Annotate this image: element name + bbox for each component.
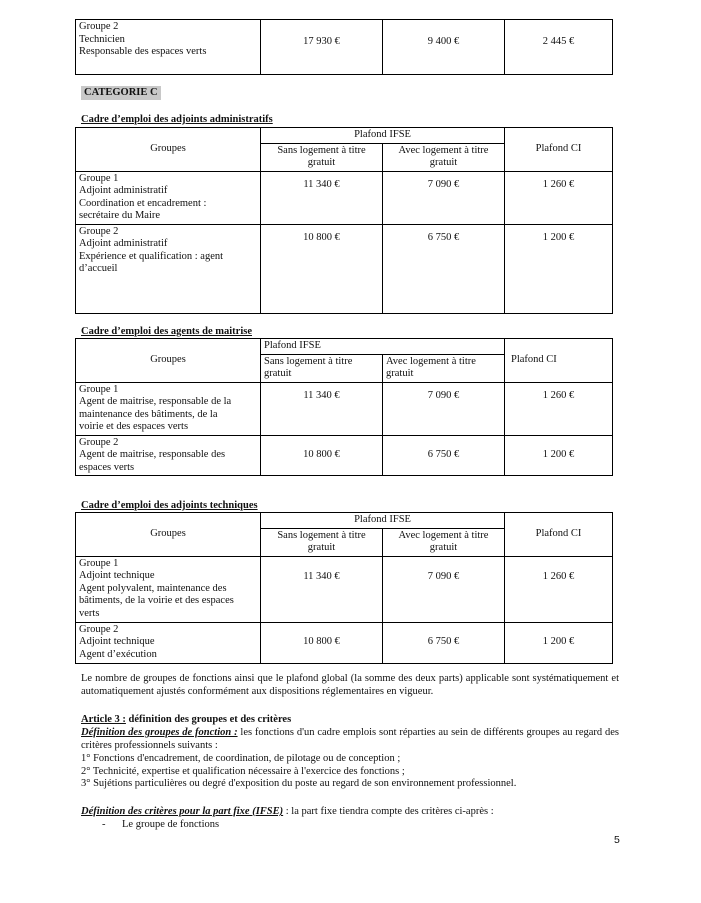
header-avec-logement (383, 354, 505, 382)
group-line: Agent de maitrise, responsable des (79, 449, 226, 460)
group-cell (76, 556, 261, 622)
header-plafond-ifse: Plafond IFSE (261, 339, 505, 355)
group-line: Technicien (79, 33, 125, 45)
group-line: Groupe 1 (79, 172, 119, 184)
ifse-sans-value: 11 340 € (261, 382, 383, 435)
ci-value: 1 200 € (505, 435, 613, 476)
header-avec-logement (383, 528, 505, 556)
table1-title: Cadre d’emploi des adjoints administratifs (81, 114, 273, 125)
group-line: Adjoint technique (79, 570, 155, 581)
group-line: espaces verts (79, 461, 135, 473)
criteria-item: 2° Technicité, expertise et qualification nécessaire à l'exercice des fonctions ; (81, 765, 405, 777)
article3-title: définition des groupes et des critères (125, 714, 292, 725)
header-plafond-ci: Plafond CI (505, 339, 613, 383)
ci-value: 1 200 € (505, 224, 613, 313)
group-line: Coordination et encadrement : (79, 197, 207, 209)
header-line: Avec logement à titre (398, 144, 489, 156)
ifse-avec-value: 7 090 € (383, 556, 505, 622)
top-table (75, 19, 613, 75)
header-plafond-ci: Plafond CI (505, 128, 613, 172)
criteria-item: 1° Fonctions d'encadrement, de coordination, de pilotage ou de conception ; (81, 753, 401, 764)
ci-value: 1 260 € (505, 382, 613, 435)
ifse-avec-value: 7 090 € (383, 171, 505, 224)
article3-heading (81, 714, 619, 727)
header-avec-logement (383, 143, 505, 171)
bullet-item (102, 819, 220, 832)
ifse-avec-value: 6 750 € (383, 224, 505, 313)
group-cell (76, 435, 261, 476)
ifse-sans-value: 10 800 € (261, 224, 383, 313)
ci-value: 2 445 € (505, 20, 613, 75)
group-line: d’accueil (79, 263, 118, 274)
header-groupes: Groupes (76, 513, 261, 557)
group-line: Responsable des espaces verts (79, 46, 207, 57)
criteria-item: 3° Sujétions particulières ou degré d'exposition du poste au regard de son environnement professionnel. (81, 778, 517, 790)
groups-definition-text: les fonctions d'un cadre emplois sont réparties au sein de différents groupes au regard des critères professionnels suivants : (81, 727, 619, 751)
group-cell (76, 171, 261, 224)
header-plafond-ifse: Plafond IFSE (261, 128, 505, 144)
group-cell (76, 224, 261, 313)
group-cell (76, 622, 261, 663)
header-line: gratuit (264, 368, 292, 379)
header-plafond-ifse: Plafond IFSE (261, 513, 505, 529)
header-line: gratuit (307, 542, 336, 553)
table3-title: Cadre d’emploi des adjoints techniques (81, 500, 258, 511)
group-line: Groupe 2 (79, 225, 119, 237)
category-c-heading: CATEGORIE C (81, 86, 161, 100)
header-sans-logement (261, 528, 383, 556)
group-line: Agent de maitrise, responsable de la (79, 396, 232, 407)
group-line: bâtiments, de la voirie et des espaces (79, 595, 234, 606)
group-cell (76, 20, 261, 75)
ci-value: 1 200 € (505, 622, 613, 663)
criteria-definition (81, 806, 619, 819)
ifse-sans-value: 11 340 € (261, 171, 383, 224)
group-line: voirie et des espaces verts (79, 421, 189, 432)
ci-value: 1 260 € (505, 556, 613, 622)
criteria-list (81, 753, 619, 791)
groups-definition (81, 727, 619, 752)
ifse-avec-value: 6 750 € (383, 622, 505, 663)
header-line: gratuit (429, 157, 458, 168)
group-line: Groupe 2 (79, 623, 119, 635)
group-line: Groupe 1 (79, 383, 119, 395)
header-groupes: Groupes (76, 128, 261, 172)
ifse-avec-value: 6 750 € (383, 435, 505, 476)
header-line: Sans logement à titre (264, 355, 353, 367)
header-line: Sans logement à titre (277, 529, 366, 541)
table-agents-de-maitrise (75, 338, 613, 476)
table2-title: Cadre d’emploi des agents de maitrise (81, 326, 252, 337)
group-line: Agent polyvalent, maintenance des (79, 582, 227, 594)
adjustment-paragraph: Le nombre de groupes de fonctions ainsi que le plafond global (la somme des deux parts) applicable sont systématiquement et automatiquement ajustés conformément aux dispositions réglementaires en vigueur. (81, 673, 619, 697)
ifse-avec-value: 9 400 € (383, 20, 505, 75)
bullet-text: Le groupe de fonctions (122, 819, 220, 830)
header-sans-logement (261, 354, 383, 382)
group-line: Adjoint administratif (79, 185, 168, 196)
bullet-dash: - (102, 819, 106, 830)
ci-value: 1 260 € (505, 171, 613, 224)
header-groupes: Groupes (76, 339, 261, 383)
group-line: Groupe 2 (79, 436, 119, 448)
header-line: gratuit (386, 368, 414, 379)
group-line: Adjoint technique (79, 636, 155, 647)
group-line: maintenance des bâtiments, de la (79, 408, 218, 420)
group-line: Groupe 2 (79, 21, 119, 32)
group-line: secrétaire du Maire (79, 210, 161, 221)
table-adjoints-techniques (75, 512, 613, 664)
criteria-definition-text: : la part fixe tiendra compte des critères ci-après : (283, 806, 494, 817)
ifse-sans-value: 17 930 € (261, 20, 383, 75)
group-line: verts (79, 607, 100, 619)
header-line: gratuit (429, 542, 458, 553)
header-line: Sans logement à titre (277, 144, 366, 156)
table-adjoints-administratifs (75, 127, 613, 314)
header-line: Avec logement à titre (398, 529, 489, 541)
header-line: gratuit (307, 157, 336, 168)
page-number: 5 (614, 834, 620, 846)
group-line: Agent d’exécution (79, 648, 157, 660)
article3-label: Article 3 : (81, 714, 126, 725)
ifse-sans-value: 11 340 € (261, 556, 383, 622)
group-line: Adjoint administratif (79, 238, 168, 249)
groups-definition-label: Définition des groupes de fonction : (81, 727, 238, 738)
header-plafond-ci: Plafond CI (505, 513, 613, 557)
ifse-avec-value: 7 090 € (383, 382, 505, 435)
header-sans-logement (261, 143, 383, 171)
ifse-sans-value: 10 800 € (261, 622, 383, 663)
ifse-sans-value: 10 800 € (261, 435, 383, 476)
criteria-definition-label: Définition des critères pour la part fixe (IFSE) (81, 806, 284, 817)
group-line: Expérience et qualification : agent (79, 250, 224, 262)
header-line: Avec logement à titre (386, 355, 476, 367)
group-line: Groupe 1 (79, 557, 119, 569)
group-cell (76, 382, 261, 435)
